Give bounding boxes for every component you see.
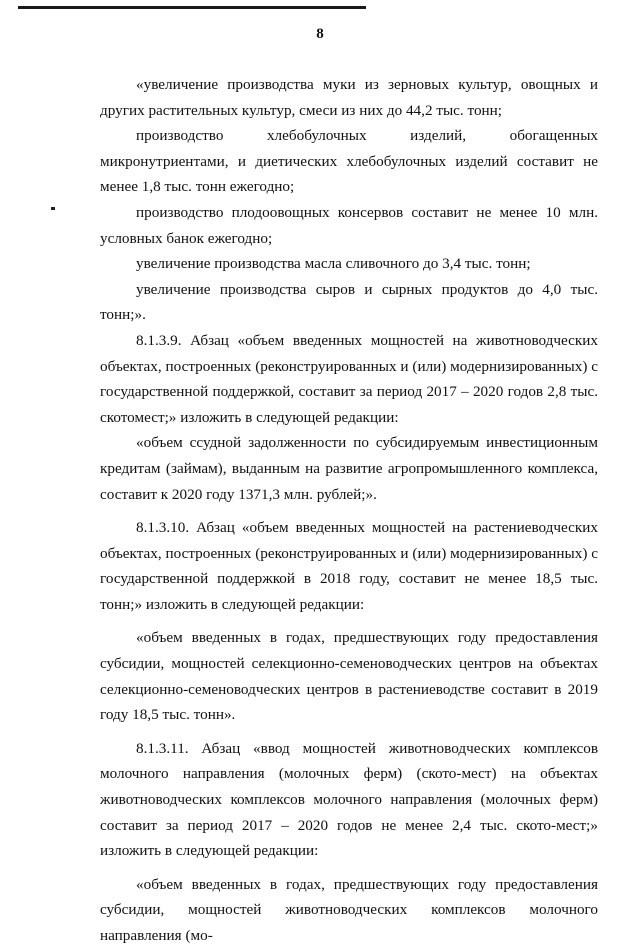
paragraph: производство хлебобулочных изделий, обогащенных микронутриентами, и диетических хлебобулочных изделий составит не менее 1,8 тыс. тонн ежегодно;: [100, 127, 598, 196]
paragraph: «объем введенных в годах, предшествующих году предоставления субсидии, мощностей животноводческих комплексов молочного направления (мо-: [100, 875, 598, 944]
page-number: 8: [316, 26, 324, 42]
paragraph: «объем введенных в годах, предшествующих году предоставления субсидии, мощностей селекционно-семеноводческих центров на объектах селекционно-семеноводческих центров в растениеводстве составит в 2019 году 18,5 тыс. тонн».: [100, 629, 598, 724]
paragraph: увеличение производства сыров и сырных продуктов до 4,0 тыс. тонн;».: [100, 280, 598, 324]
margin-mark: [51, 207, 55, 210]
top-rule: [18, 6, 366, 9]
paragraph: «объем ссудной задолженности по субсидируемым инвестиционным кредитам (займам), выданным на развитие агропромышленного комплекса, составит к 2020 году 1371,3 млн. рублей;».: [100, 434, 598, 503]
paragraph: 8.1.3.11. Абзац «ввод мощностей животноводческих комплексов молочного направления (молочных ферм) (ското-мест) на объектах животноводческих комплексов молочного направления (молочных ферм) составит за период 2017 – 2020 годов не менее 2,4 тыс. ското-мест;» изложить в следующей редакции:: [100, 739, 598, 860]
paragraph: увеличение производства масла сливочного до 3,4 тыс. тонн;: [136, 255, 531, 273]
document-body: [100, 72, 598, 949]
paragraph: производство плодоовощных консервов составит не менее 10 млн. условных банок ежегодно;: [100, 203, 598, 247]
paragraph: «увеличение производства муки из зерновых культур, овощных и других растительных культур, смеси из них до 44,2 тыс. тонн;: [100, 76, 598, 119]
paragraph: 8.1.3.10. Абзац «объем введенных мощностей на растениеводческих объектах, построенных (реконструированных и (или) модернизированных) с государственной поддержкой в 2018 году, составит не менее 18,5 тыс. тонн;» изложить в следующей редакции:: [100, 519, 598, 613]
paragraph: 8.1.3.9. Абзац «объем введенных мощностей на животноводческих объектах, построенных (реконструированных и (или) модернизированных) с государственной поддержкой, составит за период 2017 – 2020 годов 2,8 тыс. скотомест;» изложить в следующей редакции:: [100, 331, 598, 426]
